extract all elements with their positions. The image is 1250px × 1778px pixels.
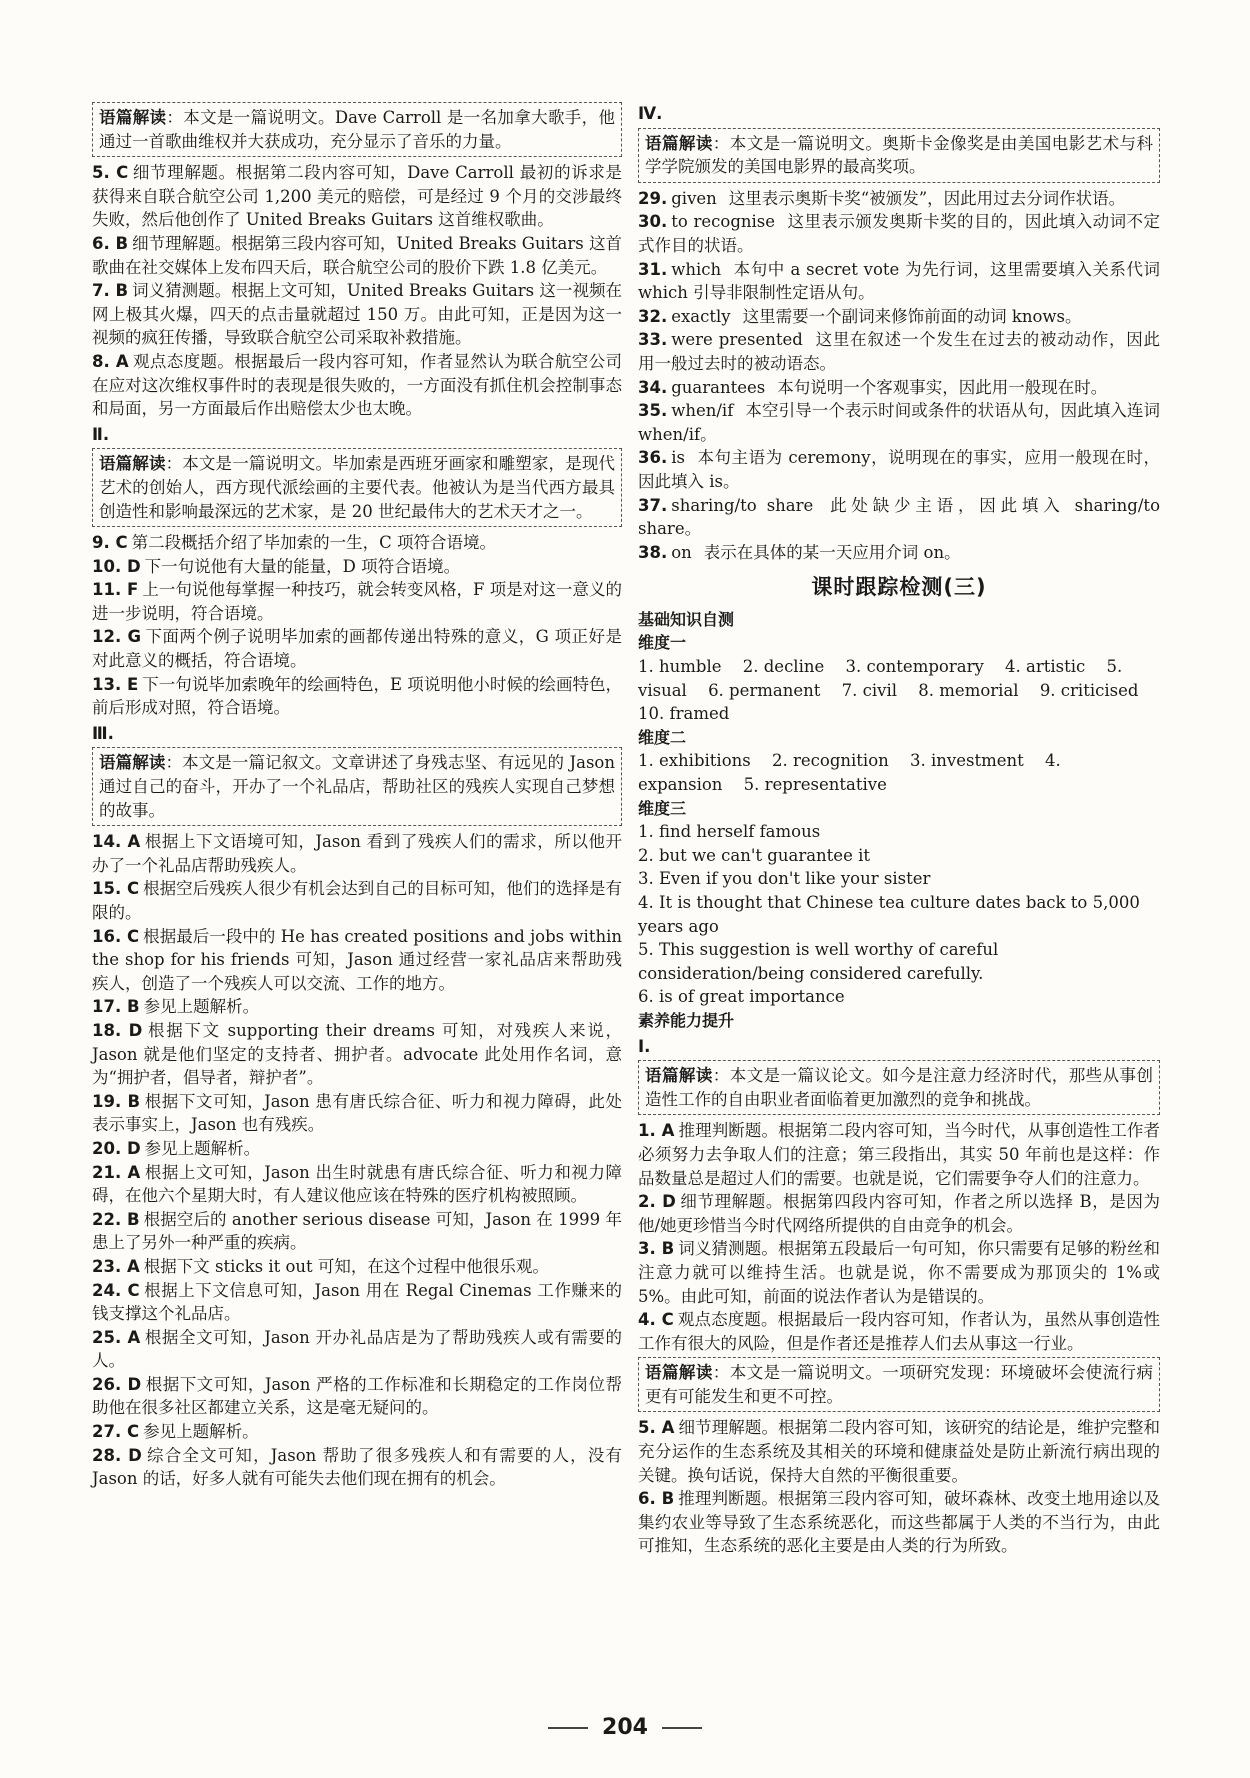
answer-explanation: 根据上文可知，Jason 出生时就患有唐氏综合征、听力和视力障碍，在他六个星期大时，有人建议他应该在特殊的医疗机构被照顾。 <box>92 1162 622 1206</box>
answer-number: 15. C <box>92 879 140 899</box>
answer-fill: to recognise <box>671 212 776 232</box>
vocab-answer: 7. civil <box>841 680 898 700</box>
dimension-2-label: 维度二 <box>638 727 687 747</box>
answer-explanation: 推理判断题。根据第二段内容可知，当今时代，从事创造性工作者必须努力去争取人们的注意；第三段指出，其实 50 年前也是这样：作品数量总是超过人们的需要。也就是说，它们需要争夺人们的注意力。 <box>638 1121 1161 1188</box>
answer-explanation: 综合全文可知，Jason 帮助了很多残疾人和有需要的人，没有 Jason 的话，好多人就有可能失去他们现在拥有的机会。 <box>92 1445 623 1489</box>
answer-explanation: 根据下文可知，Jason 严格的工作标准和长期稳定的工作岗位帮助他在很多社区都建立关系，这是毫无疑问的。 <box>92 1374 622 1418</box>
answer-number: 38. <box>638 542 668 562</box>
answer-fill: given <box>671 188 717 208</box>
answer-explanation: 观点态度题。根据最后一段内容可知，作者认为，虽然从事创造性工作有很大的风险，但是作者还是推荐人们去从事这一行业。 <box>638 1310 1160 1353</box>
answer-explanation: 这里在叙述一个发生在过去的被动动作，因此用一般过去时的被动语态。 <box>638 330 1160 373</box>
section-marker: Ⅱ. <box>92 424 110 444</box>
answer-explanation: 下一句说毕加索晚年的绘画特色，E 项说明他小时候的绘画特色，前后形成对照，符合语境。 <box>92 674 622 718</box>
answer-number: 18. D <box>92 1020 143 1040</box>
answer-item <box>638 258 1160 305</box>
vocab-answer: 10. framed <box>638 704 730 724</box>
answer-fill: guarantees <box>671 377 766 397</box>
answer-item <box>638 210 1160 257</box>
answer-explanation: 第二段概括介绍了毕加索的一生，C 项符合语境。 <box>131 533 496 553</box>
answer-item <box>92 161 622 232</box>
answer-explanation: 细节理解题。根据第二段内容可知，Dave Carroll 最初的诉求是获得来自联合航空公司 1,200 美元的赔偿，可是经过 9 个月的交涉最终失败，然后他创作了 United Breaks Guitars 这首维权歌曲。 <box>92 163 622 230</box>
answer-number: 9. C <box>92 533 128 553</box>
left-column <box>92 100 622 1491</box>
passage-summary-box <box>92 747 622 826</box>
answer-list <box>638 1416 1160 1558</box>
translation-answer: 5. This suggestion is well worthy of careful consideration/being considered carefully. <box>638 940 999 983</box>
answer-item <box>92 830 622 877</box>
dimension-1-answers <box>638 655 1160 726</box>
vocab-answer: 2. recognition <box>772 751 889 771</box>
answer-number: 23. A <box>92 1256 140 1276</box>
answer-number: 32. <box>638 306 668 326</box>
summary-label: 语篇解读 <box>99 753 166 773</box>
answer-explanation: 本句说明一个客观事实，因此用一般现在时。 <box>777 377 1108 397</box>
vocab-answer: 4. artistic <box>1005 657 1086 677</box>
summary-text: ：本文是一篇记叙文。文章讲述了身残志坚、有远见的 Jason 通过自己的奋斗，开办了一个礼品店，帮助社区的残疾人实现自己梦想的故事。 <box>99 753 615 820</box>
answer-explanation: 本句主语为 ceremony，说明现在的事实，应用一般现在时，因此填入 is。 <box>638 448 1160 491</box>
answer-item <box>638 1308 1160 1355</box>
answer-number: 7. B <box>92 281 129 301</box>
answer-number: 6. B <box>638 1489 675 1509</box>
page-footer <box>0 1715 1250 1740</box>
answer-fill: when/if <box>671 401 734 421</box>
answer-explanation: 根据下文 sticks it out 可知，在这个过程中他很乐观。 <box>143 1256 549 1276</box>
answer-explanation: 词义猜测题。根据上文可知，United Breaks Guitars 这一视频在网上极其火爆，四天的点击量就超过 150 万。由此可知，正是因为这一视频的疯狂传播，导致联合航空公司采取补救措施。 <box>92 281 622 348</box>
page-number: 204 <box>602 1715 648 1740</box>
answer-item <box>92 578 622 625</box>
passage-summary-box <box>638 1357 1160 1412</box>
answer-number: 2. D <box>638 1192 676 1212</box>
answer-item <box>638 1237 1160 1308</box>
summary-label: 语篇解读 <box>99 108 167 127</box>
answer-item <box>92 232 622 279</box>
vocab-answer: 5. visual <box>638 657 1123 700</box>
answer-number: 27. C <box>92 1422 140 1442</box>
answer-number: 30. <box>638 212 668 232</box>
answer-explanation: 这里表示颁发奥斯卡奖的目的，因此填入动词不定式作目的状语。 <box>638 212 1160 255</box>
answer-number: 11. F <box>92 580 139 600</box>
answer-number: 28. D <box>92 1445 142 1465</box>
answer-number: 6. B <box>92 233 129 253</box>
vocab-answer: 1. exhibitions <box>638 751 751 771</box>
vocab-answer: 1. humble <box>638 657 722 677</box>
answer-explanation: 根据全文可知，Jason 开办礼品店是为了帮助残疾人或有需要的人。 <box>92 1327 622 1371</box>
passage-summary-box <box>92 102 622 157</box>
answer-explanation: 根据下文 supporting their dreams 可知，对残疾人来说，Jason 就是他们坚定的支持者、拥护者。advocate 此处用作名词，意为“拥护者，倡导者，辩护者”。 <box>92 1020 623 1088</box>
answer-explanation: 本句中 a secret vote 为先行词，这里需要填入关系代词 which 引导非限制性定语从句。 <box>638 259 1160 303</box>
summary-label: 语篇解读 <box>99 454 166 474</box>
answer-list <box>92 531 622 720</box>
answer-explanation: 下面两个例子说明毕加索的画都传递出特殊的意义，G 项正好是对此意义的概括，符合语境。 <box>92 627 622 671</box>
answer-item <box>92 279 622 350</box>
answer-explanation: 这里需要一个副词来修饰前面的动词 knows。 <box>742 306 1082 326</box>
answer-fill: exactly <box>671 306 731 326</box>
answer-number: 16. C <box>92 926 140 946</box>
summary-text: ：本文是一篇说明文。一项研究发现：环境破坏会使流行病更有可能发生和更不可控。 <box>645 1363 1154 1406</box>
answer-item <box>92 1161 622 1208</box>
answer-list <box>92 830 622 1491</box>
vocab-answer: 3. contemporary <box>845 657 984 677</box>
answer-item <box>638 1487 1160 1558</box>
answer-item <box>638 328 1160 375</box>
answer-explanation: 根据上下文信息可知，Jason 用在 Regal Cinemas 工作赚来的钱支撑这个礼品店。 <box>92 1280 622 1324</box>
subheading-ability: 素养能力提升 <box>638 1010 735 1030</box>
answer-item <box>92 1137 622 1161</box>
vocab-answer: 8. memorial <box>918 680 1019 700</box>
answer-explanation: 表示在具体的某一天应用介词 on。 <box>703 542 961 562</box>
answer-item <box>92 555 622 579</box>
answer-explanation: 词义猜测题。根据第五段最后一句可知，你只需要有足够的粉丝和注意力就可以维持生活。也就是说，你不需要成为那顶尖的 1%或 5%。由此可知，前面的说法作者认为是错误的。 <box>638 1239 1160 1306</box>
answer-item <box>92 1444 622 1491</box>
answer-item <box>638 1119 1160 1190</box>
answer-number: 4. C <box>638 1310 674 1330</box>
dimension-3-label: 维度三 <box>638 798 687 818</box>
answer-number: 22. B <box>92 1209 140 1229</box>
answer-number: 26. D <box>92 1374 142 1394</box>
answer-number: 35. <box>638 401 668 421</box>
passage-summary-box <box>638 128 1160 183</box>
vocab-answer: 9. criticised <box>1039 680 1139 700</box>
answer-number: 17. B <box>92 997 140 1017</box>
answer-number: 37. <box>638 495 668 515</box>
section-marker: Ⅰ. <box>638 1036 651 1056</box>
answer-item <box>92 1255 622 1279</box>
answer-number: 8. A <box>92 351 129 371</box>
summary-label: 语篇解读 <box>645 133 713 153</box>
answer-item <box>92 1326 622 1373</box>
answer-item <box>638 1190 1160 1237</box>
answer-list <box>638 1119 1160 1355</box>
answer-item <box>638 1416 1160 1487</box>
answer-item <box>92 1019 622 1090</box>
answer-item <box>92 1420 622 1444</box>
answer-explanation: 推理判断题。根据第三段内容可知，破坏森林、改变土地用途以及集约农业等导致了生态系统恶化，而这些都属于人类的不当行为，由此可推知，生态系统的恶化主要是由人类的行为所致。 <box>638 1489 1160 1556</box>
dimension-1-label: 维度一 <box>638 633 687 653</box>
answer-item <box>92 925 622 996</box>
answer-item <box>92 350 622 421</box>
answer-explanation: 根据空后的 another serious disease 可知，Jason 在 1999 年患上了另外一种严重的疾病。 <box>92 1209 622 1253</box>
answer-item <box>638 305 1160 329</box>
summary-label: 语篇解读 <box>645 1066 713 1086</box>
answer-item <box>92 673 622 720</box>
answer-explanation: 观点态度题。根据最后一段内容可知，作者显然认为联合航空公司在应对这次维权事件时的表现是很失败的，一方面没有抓住机会控制事态和局面，另一方面最后作出赔偿太少也太晚。 <box>92 351 623 419</box>
answer-number: 25. A <box>92 1327 141 1347</box>
answer-explanation: 根据上下文语境可知，Jason 看到了残疾人们的需求，所以他开办了一个礼品店帮助残疾人。 <box>92 832 622 875</box>
answer-item <box>92 995 622 1019</box>
vocab-answer: 4. expansion <box>638 751 1061 795</box>
answer-item <box>638 187 1160 211</box>
answer-number: 3. B <box>638 1239 675 1259</box>
answer-fill: is <box>671 448 685 468</box>
answer-number: 24. C <box>92 1280 140 1300</box>
answer-explanation: 此处缺少主语，因此填入 sharing/to share。 <box>638 495 1160 539</box>
answer-explanation: 根据空后残疾人很少有机会达到自己的目标可知，他们的选择是有限的。 <box>92 879 623 922</box>
answer-number: 20. D <box>92 1138 141 1158</box>
answer-number: 13. E <box>92 674 139 694</box>
answer-list <box>638 187 1160 565</box>
answer-number: 1. A <box>638 1121 675 1141</box>
section-marker: Ⅳ. <box>638 104 663 123</box>
answer-explanation: 参见上题解析。 <box>143 997 260 1017</box>
answer-item <box>638 541 1160 565</box>
answer-item <box>92 877 622 924</box>
footer-rule-right <box>662 1727 702 1729</box>
answer-explanation: 根据下文可知，Jason 患有唐氏综合征、听力和视力障碍，此处表示事实上，Jason 也有残疾。 <box>92 1091 622 1135</box>
dimension-2-answers <box>638 749 1160 796</box>
summary-text: ：本文是一篇说明文。毕加索是西班牙画家和雕塑家，是现代艺术的创始人，西方现代派绘画的主要代表。他被认为是当代西方最具创造性和影响最深远的艺术家，是 20 世纪最伟大的艺术天才之一。 <box>99 454 616 521</box>
answer-number: 19. B <box>92 1091 141 1111</box>
answer-list <box>92 161 622 421</box>
answer-item <box>92 1090 622 1137</box>
answer-number: 10. D <box>92 556 141 576</box>
subheading-basic: 基础知识自测 <box>638 609 735 629</box>
answer-number: 5. A <box>638 1418 675 1438</box>
translation-answer: 2. but we can't guarantee it <box>638 845 870 865</box>
translation-answer: 1. find herself famous <box>638 822 821 842</box>
answer-item <box>638 376 1160 400</box>
vocab-answer: 6. permanent <box>708 680 821 700</box>
answer-item <box>92 531 622 555</box>
right-column <box>638 100 1160 1558</box>
translation-answer: 4. It is thought that Chinese tea culture dates back to 5,000 years ago <box>638 893 1140 936</box>
answer-item <box>638 494 1160 541</box>
answer-fill: sharing/to share <box>671 495 814 515</box>
translation-answer: 6. is of great importance <box>638 987 845 1007</box>
summary-text: ：本文是一篇说明文。奥斯卡金像奖是由美国电影艺术与科学学院颁发的美国电影界的最高奖项。 <box>645 133 1154 177</box>
vocab-answer: 5. representative <box>743 775 887 795</box>
answer-number: 34. <box>638 377 668 397</box>
section-marker: Ⅲ. <box>92 723 114 743</box>
answer-fill: which <box>671 259 722 279</box>
answer-item <box>92 1279 622 1326</box>
answer-number: 14. A <box>92 832 141 852</box>
answer-explanation: 上一句说他每掌握一种技巧，就会转变风格，F 项是对这一意义的进一步说明，符合语境。 <box>92 580 622 623</box>
answer-item <box>92 1373 622 1420</box>
summary-text: ：本文是一篇说明文。Dave Carroll 是一名加拿大歌手，他通过一首歌曲维权并大获成功，充分显示了音乐的力量。 <box>99 108 616 151</box>
answer-explanation: 根据最后一段中的 He has created positions and jobs within the shop for his friends 可知，Jason 通过经营一家礼品店来帮助残疾人，创造了一个残疾人可以交流、工作的地方。 <box>92 926 622 993</box>
section-heading: 课时跟踪检测(三) <box>811 575 987 600</box>
answer-number: 31. <box>638 259 668 279</box>
answer-number: 33. <box>638 330 668 350</box>
summary-text: ：本文是一篇议论文。如今是注意力经济时代，那些从事创造性工作的自由职业者面临着更加激烈的竞争和挑战。 <box>645 1066 1154 1109</box>
answer-number: 36. <box>638 448 668 468</box>
footer-rule-left <box>548 1727 588 1729</box>
dimension-3-answers <box>638 820 1160 1009</box>
vocab-answer: 2. decline <box>742 657 825 677</box>
answer-number: 5. C <box>92 163 129 183</box>
passage-summary-box <box>638 1060 1160 1115</box>
translation-answer: 3. Even if you don't like your sister <box>638 869 931 889</box>
answer-number: 29. <box>638 188 668 208</box>
answer-item <box>92 1208 622 1255</box>
answer-explanation: 下一句说他有大量的能量，D 项符合语境。 <box>144 556 461 576</box>
answer-item <box>638 399 1160 446</box>
answer-explanation: 本空引导一个表示时间或条件的状语从句，因此填入连词 when/if。 <box>638 401 1160 444</box>
answer-number: 21. A <box>92 1162 141 1182</box>
passage-summary-box <box>92 448 622 527</box>
vocab-answer: 3. investment <box>910 751 1024 771</box>
answer-number: 12. G <box>92 627 141 647</box>
answer-fill: on <box>671 542 692 562</box>
answer-explanation: 细节理解题。根据第二段内容可知，该研究的结论是，维护完整和充分运作的生态系统及其相关的环境和健康益处是防止新流行病出现的关键。换句话说，保持大自然的平衡很重要。 <box>638 1418 1161 1485</box>
answer-item <box>638 446 1160 493</box>
summary-label: 语篇解读 <box>645 1363 713 1383</box>
answer-explanation: 这里表示奥斯卡奖“被颁发”，因此用过去分词作状语。 <box>728 188 1126 208</box>
answer-explanation: 细节理解题。根据第四段内容可知，作者之所以选择 B，是因为他/她更珍惜当今时代网络所提供的自由竞争的机会。 <box>638 1192 1160 1235</box>
answer-explanation: 参见上题解析。 <box>143 1422 259 1442</box>
answer-fill: were presented <box>671 330 803 350</box>
answer-item <box>92 625 622 672</box>
answer-explanation: 参见上题解析。 <box>144 1138 261 1158</box>
answer-explanation: 细节理解题。根据第三段内容可知，United Breaks Guitars 这首歌曲在社交媒体上发布四天后，联合航空公司的股价下跌 1.8 亿美元。 <box>92 233 622 277</box>
